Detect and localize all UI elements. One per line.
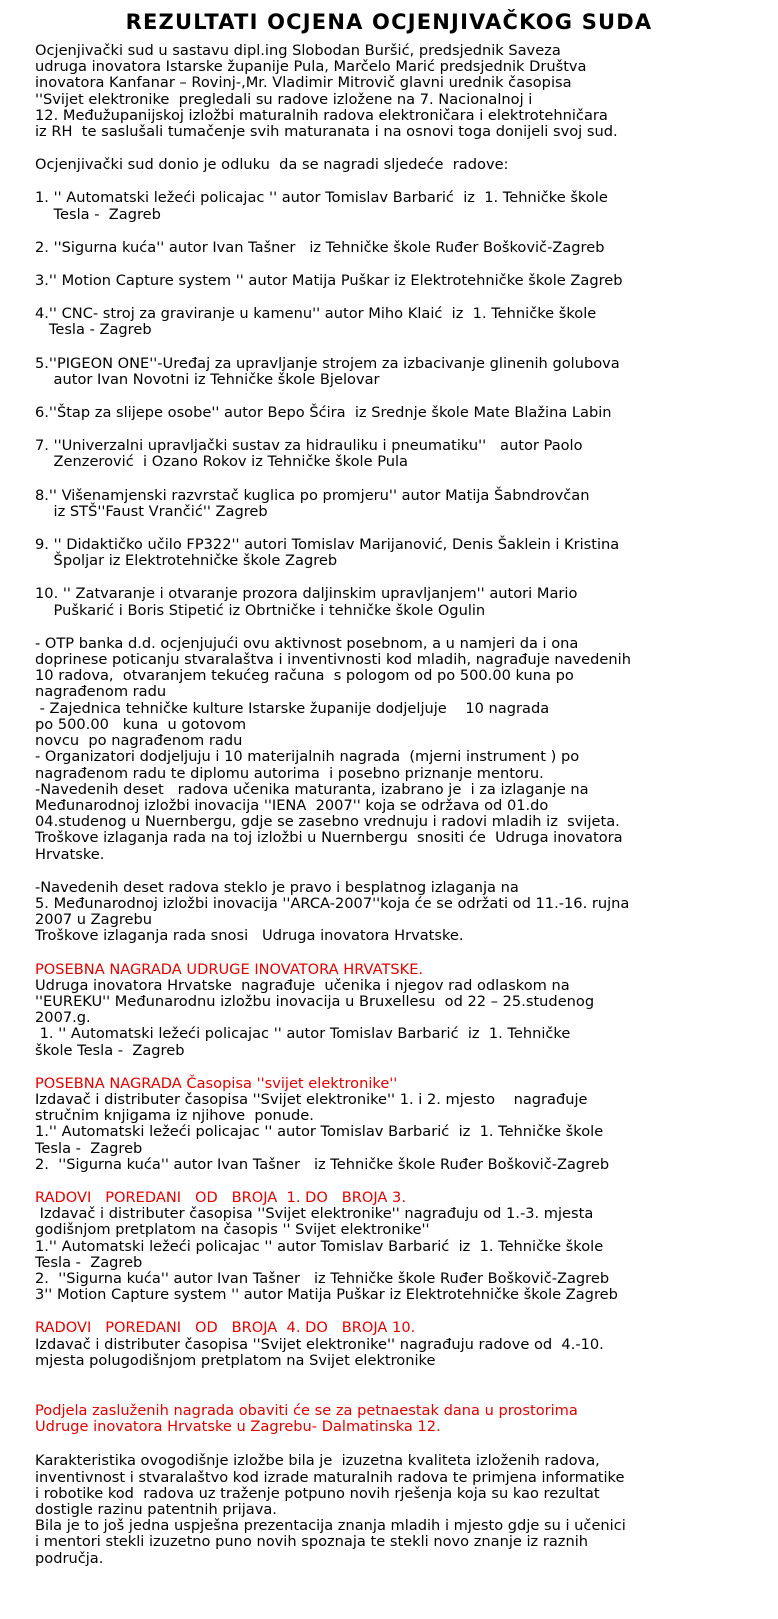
award-item: 6.''Štap za slijepe osobe'' autor Bepo Šćira iz Srednje škole Mate Blažina Labin: [35, 404, 612, 422]
award-item: 9. '' Didaktičko učilo FP322'' autori Tomislav Marijanović, Denis Šaklein i Kristina Špoljar iz Elektrotehničke škole Zagreb: [35, 536, 620, 570]
document-body: [35, 43, 770, 1567]
intro-line: inovatora Kanfanar – Rovinj-,Mr. Vladimir Mitrovič glavni urednik časopisa: [35, 74, 572, 92]
award-item: 3.'' Motion Capture system '' autor Matija Puškar iz Elektrotehničke škole Zagreb: [35, 272, 623, 290]
section-body: Izdavač i distributer časopisa ''Svijet elektronike'' nagrađuju radove od 4.-10. mjesta polugodišnjom pretplatom na Svijet elektronike: [35, 1335, 604, 1369]
award-item: 5.''PIGEON ONE''-Uređaj za upravljanje strojem za izbacivanje glinenih golubova autor Ivan Novotni iz Tehničke škole Bjelovar: [35, 354, 620, 388]
intro-line: ''Svijet elektronike pregledali su radove izložene na 7. Nacionalnoj i: [35, 90, 533, 108]
closing-paragraph: Karakteristika ovogodišnje izložbe bila je izuzetna kvaliteta izloženih radova, inventivnost i stvaralaštvo kod izrade maturalnih radova te primjena informatike i robotike kod radova uz traženje potpuno novih rješenja koja su kao rezultat dostigle razinu patentnih prijava. Bila je to još jedna uspješna prezentacija znanja mladih i mjesto gdje su i učenici i mentori stekli izuzetno puno novih spoznaja te stekli novo znanje iz raznih područja.: [35, 1452, 626, 1567]
distribution-notice: Podjela zasluženih nagrada obaviti će se za petnaestak dana u prostorima Udruge inovatora Hrvatske u Zagrebu- Dalmatinska 12.: [35, 1402, 578, 1436]
section-heading: POSEBNA NAGRADA Časopisa ''svijet elektronike'': [35, 1074, 398, 1092]
arca-notes: -Navedenih deset radova steklo je pravo i besplatnog izlaganja na 5. Međunarodnoj izložbi inovacija ''ARCA-2007''koja će se održati od 11.-16. rujna 2007 u Zagrebu Troškove izlaganja rada snosi Udruga inovatora Hrvatske.: [35, 878, 630, 945]
section-heading: RADOVI POREDANI OD BROJA 4. DO BROJA 10.: [35, 1319, 416, 1337]
award-item: 8.'' Višenamjenski razvrstač kuglica po promjeru'' autor Matija Šabndrovčan iz STŠ''Faust Vrančić'' Zagreb: [35, 486, 590, 520]
award-item: 10. '' Zatvaranje i otvaranje prozora daljinskim upravljanjem'' autori Mario Puškarić i Boris Stipetić iz Obrtničke i tehničke škole Ogulin: [35, 585, 578, 619]
sponsor-notes: - OTP banka d.d. ocjenjujući ovu aktivnost posebnom, a u namjeri da i ona doprinese poticanju stvaralaštva i inventivnosti kod mladih, nagrađuje navedenih 10 radova, otvaranjem tekućeg računa s pologom od po 500.00 kuna po nagrađenom radu - Zajednica tehničke kulture Istarske županije dodjeljuje 10 nagrada po 500.00 kuna u gotovom novcu po nagrađenom radu - Organizatori dodjeljuju i 10 materijalnih nagrada (mjerni instrument ) po nagrađenom radu te diplomu autorima i posebno priznanje mentoru. -Navedenih deset radova učenika maturanta, izabrano je i za izlaganje na Međunarodnoj izložbi inovacija ''IENA 2007'' koja se održava od 01.do 04.studenog u Nuernbergu, gdje se zasebno vrednuju i radovi mladih iz svijeta. Troškove izlaganja rada na toj izložbi u Nuernbergu snositi će Udruga inovatora Hrvatske.: [35, 634, 631, 863]
section-heading: RADOVI POREDANI OD BROJA 1. DO BROJA 3.: [35, 1188, 406, 1206]
section-body: Izdavač i distributer časopisa ''Svijet elektronike'' nagrađuju od 1.-3. mjesta godišnjom pretplatom na časopis '' Svijet elektronike'' 1.'' Automatski ležeći policajac '' autor Tomislav Barbarić iz 1. Tehničke škole Tesla - Zagreb 2. ''Sigurna kuća'' autor Ivan Tašner iz Tehničke škole Ruđer Boškovič-Zagreb 3'' Motion Capture system '' autor Matija Puškar iz Elektrotehničke škole Zagreb: [35, 1205, 618, 1304]
award-item: 4.'' CNC- stroj za graviranje u kamenu'' autor Miho Klaić iz 1. Tehničke škole Tesla - Zagreb: [35, 305, 597, 339]
intro-line: udruga inovatora Istarske županije Pula, Marčelo Marić predsjednik Društva: [35, 58, 587, 76]
intro-paragraph: [35, 43, 770, 140]
section-body: Udruga inovatora Hrvatske nagrađuje učenika i njegov rad odlaskom na ''EUREKU'' Međunarodnu izložbu inovacija u Bruxellesu od 22 – 25.studenog 2007.g. 1. '' Automatski ležeći policajac '' autor Tomislav Barbarić iz 1. Tehničke škole Tesla - Zagreb: [35, 976, 595, 1059]
intro-line: 12. Međužupanijskoj izložbi maturalnih radova elektroničara i elektrotehničara: [35, 106, 608, 124]
page-title: REZULTATI OCJENA OCJENJIVAČKOG SUDA: [125, 10, 653, 34]
section-body: Izdavač i distributer časopisa ''Svijet elektronike'' 1. i 2. mjesto nagrađuje stručnim knjigama iz njihove ponude. 1.'' Automatski ležeći policajac '' autor Tomislav Barbarić iz 1. Tehničke škole Tesla - Zagreb 2. ''Sigurna kuća'' autor Ivan Tašner iz Tehničke škole Ruđer Boškovič-Zagreb: [35, 1090, 610, 1173]
award-item: 1. '' Automatski ležeći policajac '' autor Tomislav Barbarić iz 1. Tehničke škole Tesla - Zagreb: [35, 189, 608, 223]
intro-line: iz RH te saslušali tumačenje svih maturanata i na osnovi toga donijeli svoj sud.: [35, 123, 618, 141]
section-heading: POSEBNA NAGRADA UDRUGE INOVATORA HRVATSKE.: [35, 960, 424, 978]
decision-statement: Ocjenjivački sud donio je odluku da se nagradi sljedeće radove:: [35, 156, 509, 174]
intro-line: Ocjenjivački sud u sastavu dipl.ing Slobodan Buršić, predsjednik Saveza: [35, 42, 561, 59]
award-item: 2. ''Sigurna kuća'' autor Ivan Tašner iz Tehničke škole Ruđer Boškovič-Zagreb: [35, 238, 605, 256]
award-item: 7. ''Univerzalni upravljački sustav za hidrauliku i pneumatiku'' autor Paolo Zenzerović i Ozano Rokov iz Tehničke škole Pula: [35, 437, 583, 471]
